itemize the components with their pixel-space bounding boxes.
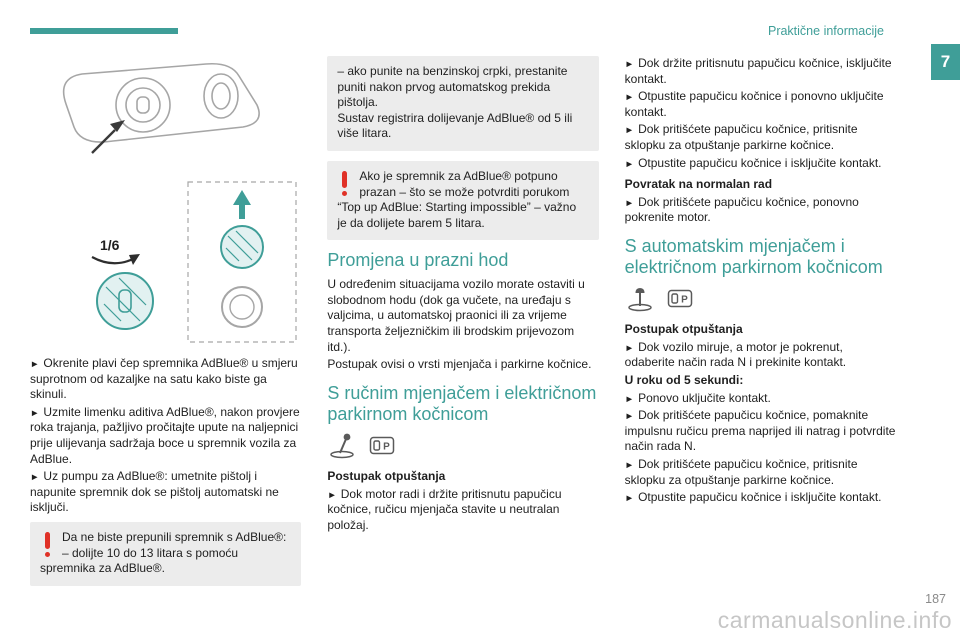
instruction-text: Dok držite pritisnutu papučicu kočnice, isključite kontakt. xyxy=(624,56,892,86)
bullet-arrow-icon: ► xyxy=(624,125,635,137)
warning-text: – dolijte 10 do 13 litara s pomoću spremnika za AdBlue®. xyxy=(40,545,239,576)
instruction-step xyxy=(625,56,896,87)
instruction-text: Dok pritišćete papučicu kočnice, pritisnite sklopku za otpuštanje parkirne kočnice. xyxy=(624,457,858,487)
section-title-manual-gearbox: S ručnim mjenjačem i električnom parkirnom kočnicom xyxy=(327,382,597,424)
warning-box-overfill xyxy=(30,522,301,586)
bullet-arrow-icon: ► xyxy=(624,460,635,472)
subheading-return-normal: Povratak na normalan rad xyxy=(624,177,773,192)
automatic-gearbox-lever-icon xyxy=(625,284,655,317)
chapter-tab xyxy=(931,44,960,80)
bullet-arrow-icon: ► xyxy=(624,92,635,104)
electric-parking-brake-switch-icon xyxy=(665,284,695,317)
bullet-arrow-icon: ► xyxy=(624,158,635,170)
instruction-step xyxy=(30,356,301,403)
section-title-automatic-gearbox: S automatskim mjenjačem i električnom parkirnom kočnicom xyxy=(624,235,883,277)
subheading-five-seconds: U roku od 5 sekundi: xyxy=(624,373,744,388)
section-title-neutral: Promjena u prazni hod xyxy=(327,250,509,271)
adblue-cap-figure xyxy=(30,58,301,348)
instruction-text: Dok pritišćete papučicu kočnice, ponovno pokrenite motor. xyxy=(624,194,859,225)
figure-step-label: 1/6 xyxy=(100,237,120,253)
running-header: Praktične informacije xyxy=(767,24,884,38)
content-columns xyxy=(30,56,896,596)
bullet-arrow-icon: ► xyxy=(624,493,635,505)
bullet-arrow-icon: ► xyxy=(624,393,635,405)
instruction-step xyxy=(625,156,896,172)
manual-gearbox-lever-icon xyxy=(327,431,357,464)
bullet-arrow-icon: ► xyxy=(624,342,635,354)
electric-parking-brake-switch-icon xyxy=(367,431,397,464)
instruction-step xyxy=(625,490,896,506)
instruction-text: Dok vozilo miruje, a motor je pokrenut, odaberite način rada N i prekinite kontakt. xyxy=(624,339,847,370)
body-paragraph: Postupak ovisi o vrsti mjenjača i parkirne kočnice. xyxy=(327,357,592,372)
adblue-cap-illustration xyxy=(30,58,302,348)
instruction-step xyxy=(327,487,598,534)
svg-text:P: P xyxy=(383,441,391,453)
instruction-step xyxy=(30,469,301,516)
bullet-arrow-icon: ► xyxy=(327,489,337,501)
bullet-arrow-icon: ► xyxy=(624,59,635,70)
instruction-step xyxy=(625,89,896,120)
warning-text: Ako je spremnik za AdBlue® potpuno prazan – što se može potvrditi porukom “Top up AdBlue: Starting impossible” – važno je da dolijete barem 5 litara. xyxy=(337,168,577,230)
gearbox-brake-icon-row xyxy=(327,431,598,464)
chapter-rule xyxy=(30,28,178,34)
instruction-text: Otpustite papučicu kočnice i isključite kontakt. xyxy=(638,155,882,170)
instruction-text: Uzmite limenku aditiva AdBlue®, nakon provjere roka trajanja, pažljivo pročitajte upute na naljepnici prije ulijevanja sadržaja boce u spremnik vozila za AdBlue. xyxy=(30,404,300,466)
instruction-step xyxy=(625,340,896,371)
instruction-text: Dok pritišćete papučicu kočnice, pomaknite impulsnu ručicu prema naprijed ili natrag i potvrdite način rada N. xyxy=(624,408,896,454)
warning-exclamation-icon xyxy=(338,171,350,196)
subheading-release-procedure: Postupak otpuštanja xyxy=(327,469,446,484)
instruction-text: Otpustite papučicu kočnice i ponovno uključite kontakt. xyxy=(624,89,884,119)
warning-text: Da ne biste prepunili spremnik s AdBlue®: xyxy=(62,529,287,544)
note-continuation-box xyxy=(327,56,598,151)
instruction-text: Dok pritišćete papučicu kočnice, pritisnite sklopku za otpuštanje parkirne kočnice. xyxy=(624,122,858,152)
page-number: 187 xyxy=(925,592,946,606)
instruction-step xyxy=(625,122,896,153)
instruction-step xyxy=(30,405,301,467)
warning-exclamation-icon xyxy=(41,532,53,557)
bullet-arrow-icon: ► xyxy=(30,472,40,484)
note-text: Sustav registrira dolijevanje AdBlue® od 5 ili više litara. xyxy=(337,110,573,141)
bullet-arrow-icon: ► xyxy=(624,411,635,423)
chapter-number: 7 xyxy=(940,52,951,71)
instruction-text: Otpustite papučicu kočnice i isključite kontakt. xyxy=(638,490,882,505)
instruction-text: Okrenite plavi čep spremnika AdBlue® u smjeru suprotnom od kazaljke na satu kako biste ga skinuli. xyxy=(30,356,298,402)
subheading-release-procedure: Postupak otpuštanja xyxy=(624,322,743,337)
instruction-text: Uz pumpu za AdBlue®: umetnite pištolj i napunite spremnik dok se pištolj automatski ne isključi. xyxy=(30,469,279,515)
instruction-step xyxy=(625,457,896,488)
warning-box-empty-tank xyxy=(327,161,598,240)
instruction-step xyxy=(625,408,896,455)
column-right xyxy=(625,56,896,596)
bullet-arrow-icon: ► xyxy=(624,197,635,209)
bullet-arrow-icon: ► xyxy=(30,359,40,370)
watermark: carmanualsonline.info xyxy=(717,607,952,633)
bullet-arrow-icon: ► xyxy=(30,407,40,419)
instruction-text: Dok motor radi i držite pritisnutu papučicu kočnice, ručicu mjenjača stavite u neutralan položaj. xyxy=(327,486,562,532)
note-text: – ako punite na benzinskoj crpki, prestanite puniti nakon prvog automatskog prekida pištolja. xyxy=(337,64,568,110)
gearbox-brake-icon-row xyxy=(625,284,896,317)
instruction-text: Ponovo uključite kontakt. xyxy=(638,390,771,405)
instruction-step xyxy=(625,195,896,226)
instruction-step xyxy=(625,391,896,407)
column-middle xyxy=(327,56,598,596)
svg-text:P: P xyxy=(680,294,688,306)
column-left xyxy=(30,56,301,596)
body-paragraph: U određenim situacijama vozilo morate ostaviti u slobodnom hodu (dok ga vučete, na uređaju s valjcima, u automatskoj praonici ili za vrijeme transporta željezničkim ili brodskim prijevozom itd.). xyxy=(327,277,585,354)
